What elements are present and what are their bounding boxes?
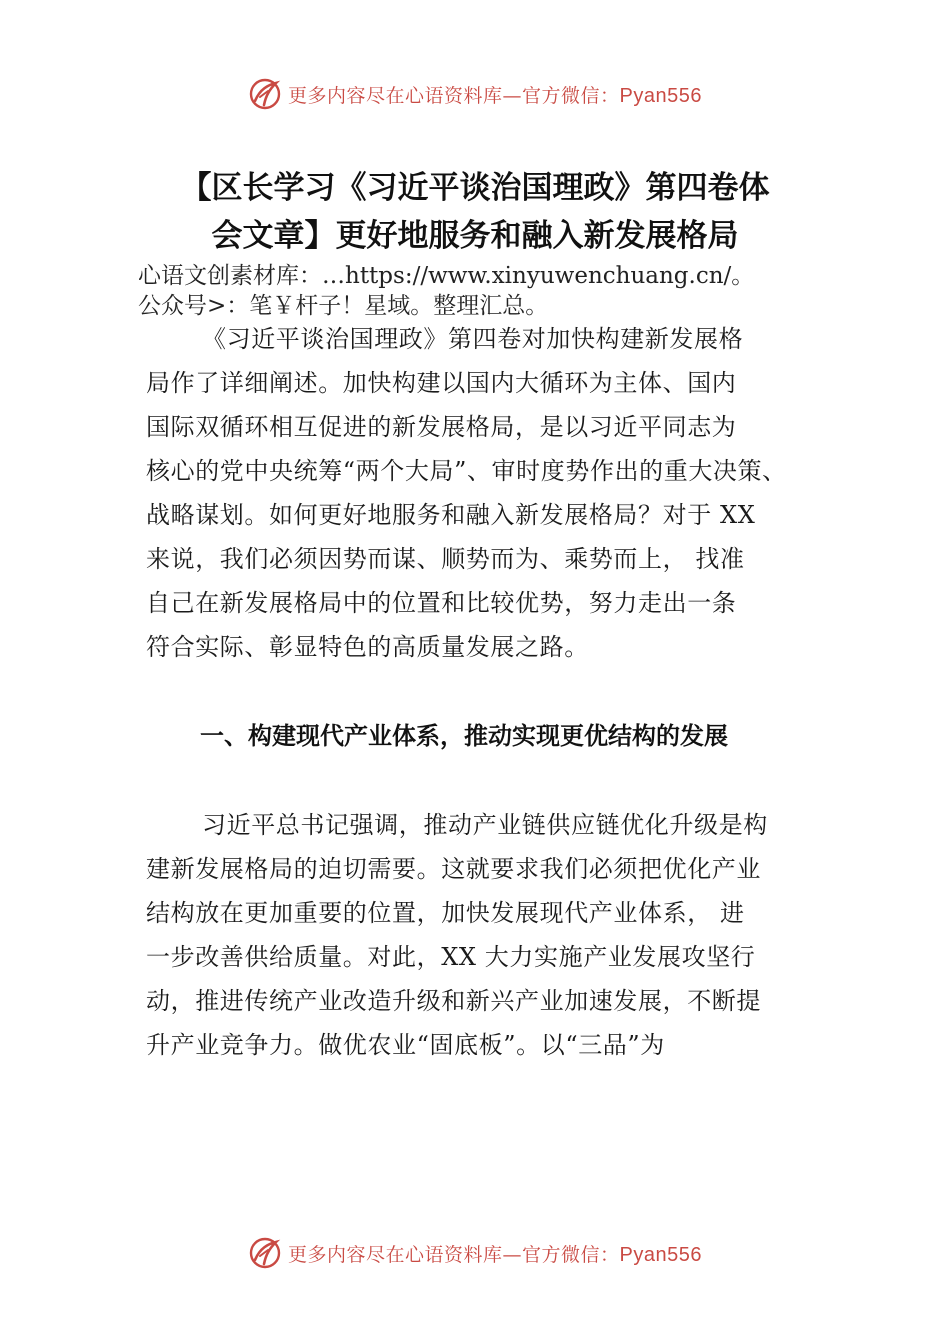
paragraph-line: 国际双循环相互促进的新发展格局，是以习近平同志为 [146,413,737,441]
document-title [110,164,840,260]
source-line-1: 心语文创素材库：…https://www.xinyuwenchuang.cn/。 [138,263,755,289]
section1-paragraph [146,803,846,1067]
paragraph-line: 战略谋划。如何更好地服务和融入新发展格局？对于 XX [146,501,756,529]
paragraph-line: 动，推进传统产业改造升级和新兴产业加速发展，不断提 [146,987,761,1015]
source-line-2: 公众号>：笔￥杆子！星域。整理汇总。 [138,293,549,319]
watermark-text [288,1240,702,1267]
paragraph-line: 一步改善供给质量。对此，XX 大力实施产业发展攻坚行 [146,943,756,971]
watermark-wechat-id: Pyan556 [619,1243,702,1266]
paragraph-line: 局作了详细阐述。加快构建以国内大循环为主体、国内 [146,369,737,397]
paragraph-line: 《习近平谈治国理政》第四卷对加快构建新发展格 [202,325,744,353]
title-line-1: 【区长学习《习近平谈治国理政》第四卷体 [180,170,770,206]
paragraph-line: 核心的党中央统筹“两个大局”、审时度势作出的重大决策、 [146,457,787,485]
watermark-wechat-id: Pyan556 [619,84,702,107]
watermark-slogan: 更多内容尽在心语资料库—官方微信： [288,84,620,107]
section-heading-1: 一、构建现代产业体系，推动实现更优结构的发展 [200,722,728,750]
watermark-slogan: 更多内容尽在心语资料库—官方微信： [288,1243,620,1266]
paragraph-line: 符合实际、彰显特色的高质量发展之路。 [146,633,589,661]
paragraph-line: 建新发展格局的迫切需要。这就要求我们必须把优化产业 [146,855,761,883]
header-watermark [0,74,950,114]
paragraph-line: 升产业竞争力。做优农业“固底板”。以“三品”为 [146,1031,665,1059]
brand-logo-icon [248,1236,282,1270]
paragraph-line: 习近平总书记强调，推动产业链供应链优化升级是构 [202,811,768,839]
brand-logo-icon [248,77,282,111]
intro-paragraph [146,317,846,669]
footer-watermark [0,1233,950,1273]
paragraph-line: 结构放在更加重要的位置，加快发展现代产业体系， 进 [146,899,745,927]
title-line-2: 会文章】更好地服务和融入新发展格局 [211,218,739,254]
paragraph-line: 自己在新发展格局中的位置和比较优势，努力走出一条 [146,589,737,617]
watermark-text [288,81,702,108]
paragraph-line: 来说，我们必须因势而谋、顺势而为、乘势而上， 找准 [146,545,745,573]
